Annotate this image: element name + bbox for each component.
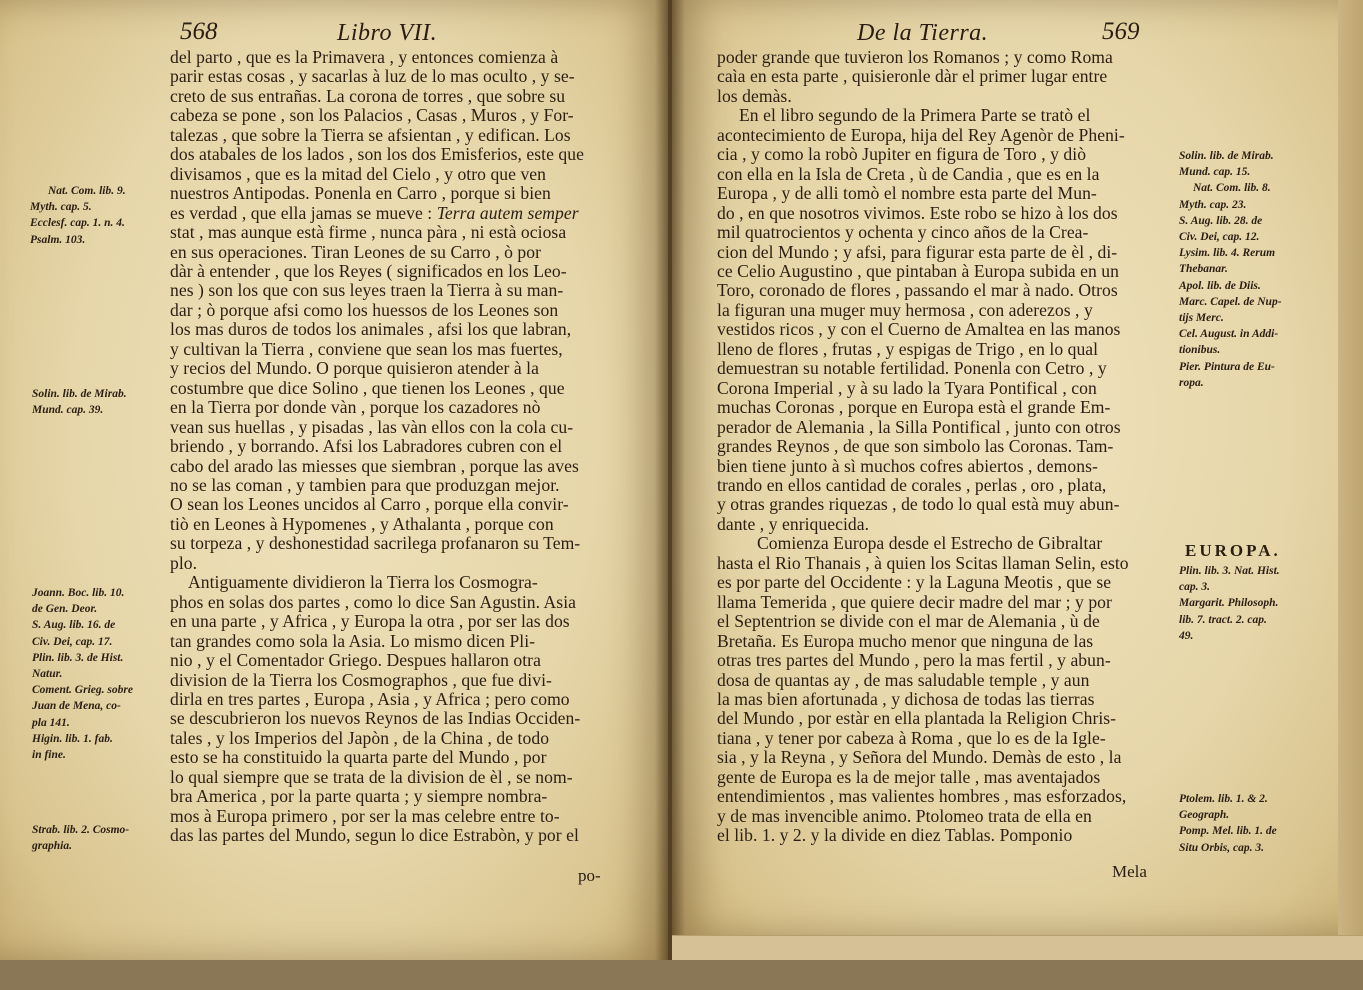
text-line: muchas Coronas , porque en Europa està el grande Em- [717,397,1111,418]
text-line: acontecimiento de Europa, hija del Rey Agenòr de Pheni- [717,124,1125,145]
book-gutter [655,0,685,960]
note-line: Civ. Dei, cap. 12. [1179,231,1260,244]
text-span: stat , mas aunque està firme , nunca pàra , ni està ociosa [170,222,567,243]
text-line: la mas bien afortunada , y dichosa de todas las tierras [717,688,1095,709]
text-line: los demàs. [717,85,792,106]
note-line: Coment. Grieg. sobre [32,684,133,697]
text-line: nes ) son los que con sus leyes traen la Tierra à su man- [170,280,564,301]
text-line: y cultivan la Tierra , conviene que sean los mas fuertes, [170,338,563,359]
note-line: S. Aug. lib. 28. de [1179,214,1263,227]
note-line: Joann. Boc. lib. 10. [32,587,125,599]
note-line: lib. 7. tract. 2. cap. [1179,613,1267,626]
text-line: con ella en la Isla de Creta , ù de Candia , que es en la [717,163,1100,184]
right-margin-note-1 [1179,148,1282,391]
note-line: Psalm. 103. [30,233,86,246]
text-line: y recios del Mundo. O porque quisieron atender à la [170,358,539,379]
text-line: Toro, coronado de flores , passando el mar à nado. Otros [717,280,1118,301]
note-line: ropa. [1179,376,1204,389]
text-line: sia , y la Reyna , y Señora del Mundo. Demàs de esto , la [717,747,1122,768]
text-line: nuestros Antipodas. Ponenla en Carro , porque si bien [170,183,551,204]
note-line: 49. [1179,629,1194,642]
text-line: ce Celio Augustino , que pintaban à Europa subida en un [717,260,1119,281]
text-line: del parto , que es la Primavera , y entonces comienza à [170,47,559,67]
text-line: dàr à entender , que los Reyes ( significados en los Leo- [170,260,567,281]
text-line: cia , y como la robò Jupiter en figura de Toro , y diò [717,144,1087,165]
note-line: Natur. [32,668,63,681]
text-line: costumbre que dice Solino , que tienen los Leones , que [170,377,565,398]
left-paragraph-1 [170,48,620,573]
note-line: Situ Orbis, cap. 3. [1179,841,1264,854]
text-line [170,204,620,223]
note-line: in fine. [32,749,66,762]
text-span: es verdad , que ella jamas se mueve : [170,202,433,223]
text-line: se descubrieron los nuevos Reynos de las Indias Occiden- [170,708,581,729]
text-line: briendo , y borrando. Afsi los Labradores cubren con el [170,436,563,457]
left-catchword: po- [578,866,601,885]
text-line: llama Temerida , que quiere decir madre del mar ; y por [717,591,1112,612]
text-line: bien tiene junto à sì muchos cofres abiertos , demons- [717,455,1098,476]
text-line: creto de sus entrañas. La corona de torres , que sobre su [170,85,566,106]
note-line: Pomp. Mel. lib. 1. de [1179,825,1277,838]
text-line: la figuran una muger muy hermosa , con aderezos , y [717,299,1093,320]
text-line: Corona Imperial , y à su lado la Tyara Pontifical , con [717,377,1097,398]
text-line: Antiguamente dividieron la Tierra los Cosmogra- [188,572,538,593]
text-line: talezas , que sobre la Tierra se afsientan , y edifican. Los [170,124,571,145]
left-margin-note-3 [32,585,133,763]
text-line: esto se ha constituido la quarta parte del Mundo , por [170,747,547,768]
note-line: Ptolem. lib. 1. & 2. [1179,793,1268,805]
left-body-text [170,48,620,846]
left-page-number: 568 [180,18,218,45]
text-line: el Septentrion se divide con el mar de Alemania , ù de [717,611,1100,632]
note-line: graphia. [32,840,72,853]
note-line: Geograph. [1179,809,1230,822]
note-line: Nat. Com. lib. 9. [48,185,126,197]
left-running-head: Libro VII. [337,20,438,46]
text-line: hasta el Rio Thanais , à quien los Scitas llaman Selin, esto [717,552,1129,573]
note-line: Marc. Capel. de Nup- [1179,295,1282,308]
text-line: mos à Europa primero , por ser la mas celebre entre to- [170,805,560,826]
text-line: el lib. 1. y 2. y la divide en diez Tablas. Pomponio [717,825,1073,846]
note-line: Solin. lib. de Mirab. [1179,150,1274,162]
note-line: Mund. cap. 15. [1179,166,1251,179]
note-line: pla 141. [32,716,70,729]
text-line: no se las coman , y tambien para que produzgan mejor. [170,474,560,495]
note-line: de Gen. Deor. [32,603,98,616]
text-line: phos en solas dos partes , como lo dice San Agustin. Asia [170,591,577,612]
left-margin-note-2 [32,386,127,418]
text-line: tan grandes como sola la Asia. Lo mismo dicen Pli- [170,630,536,651]
right-paragraph-2 [717,534,1165,845]
text-line: dos atabales de los lados , son los dos Emisferios, este que [170,144,584,165]
left-margin-note-1 [30,183,126,248]
right-catchword: Mela [1112,862,1147,881]
text-line: mil quatrocientos y ochenta y cinco años de la Crea- [717,222,1089,243]
note-line: Apol. lib. de Diis. [1179,279,1261,292]
text-line: nio , y el Comentador Griego. Despues hallaron otra [170,650,541,671]
note-line: S. Aug. lib. 16. de [32,619,116,632]
note-line: Mund. cap. 39. [32,404,104,417]
text-line: do , en que nosotros vivimos. Este robo se hizo à los dos [717,202,1118,223]
text-line: divisamos , que es la mitad del Cielo , y otro que ven [170,163,547,184]
note-line: tijs Merc. [1179,312,1224,325]
text-line: lleno de flores , frutas , y espigas de Trigo , en lo qual [717,338,1099,359]
text-line: y de mas invencible animo. Ptolomeo trata de ella en [717,805,1092,826]
note-line: Juan de Mena, co- [32,700,121,713]
right-body-text [717,48,1165,846]
note-line: Strab. lib. 2. Cosmo- [32,824,130,836]
text-line: poder grande que tuvieron los Romanos ; y como Roma [717,47,1113,67]
note-line: Civ. Dei, cap. 17. [32,635,113,648]
note-line: Margarit. Philosoph. [1179,597,1279,610]
right-margin-note-2 [1179,563,1280,644]
text-line: su torpeza , y deshonestidad sacrilega profanaron su Tem- [170,533,581,554]
latin-quote: Terra autem semper [436,202,579,223]
text-line: perador de Alemania , la Silla Pontifical , junto con otros [717,416,1121,437]
text-line: cabeza se pone , son los Palacios , Casas , Muros , y For- [170,105,574,126]
text-line: en sus operaciones. Tiran Leones de su Carro , ò por [170,241,542,262]
note-line: Plin. lib. 3. de Hist. [32,651,124,664]
left-paragraph-2 [170,573,620,845]
text-line: trando en ellos cantidad de corales , perlas , oro , plata, [717,474,1107,495]
text-line: grandes Reynos , de que son simbolo las Coronas. Tam- [717,436,1114,457]
text-line: cion del Mundo ; y afsi, para figurar esta parte de èl , di- [717,241,1118,262]
text-line: los mas duros de todos los animales , afsi los que labran, [170,319,572,340]
note-line: Thebanar. [1179,263,1228,276]
note-line: Cel. August. in Addi- [1179,328,1279,341]
note-line: Plin. lib. 3. Nat. Hist. [1179,565,1280,577]
text-line: en una parte , y Africa , y Europa la otra , por ser las dos [170,611,570,632]
note-line: Myth. cap. 23. [1179,198,1247,211]
text-line: tales , y los Imperios del Japòn , de la China , de todo [170,727,550,748]
text-line: dirla en tres partes , Europa , Asia , y Africa ; pero como [170,688,570,709]
text-line: Bretaña. Es Europa mucho menor que ninguna de las [717,630,1094,651]
note-line: Higin. lib. 1. fab. [32,732,113,745]
text-line: entendimientos , mas valientes hombres , mas esforzados, [717,786,1127,807]
page-fore-edge [1338,0,1363,935]
europa-section-heading: EUROPA. [1185,541,1281,560]
text-line: O sean los Leones uncidos al Carro , porque ella convir- [170,494,569,515]
text-line: vestidos ricos , y con el Cuerno de Amaltea en las manos [717,319,1121,340]
text-line: gente de Europa es la de mejor talle , mas aventajados [717,766,1101,787]
left-page [0,0,668,960]
text-line: en la Tierra por donde vàn , porque los cazadores nò [170,397,541,418]
text-line: y otras grandes riquezas , de todo lo qual està muy abun- [717,494,1120,515]
text-line: dosa de quantas ay , de mas saludable temple , y aun [717,669,1090,690]
text-line: tiò en Leones à Hypomenes , y Athalanta , porque con [170,513,554,534]
text-line: parir estas cosas , y sacarlas à luz de lo mas oculto , y se- [170,66,575,87]
right-page-bottom-edge [672,935,1363,960]
text-line: Comienza Europa desde el Estrecho de Gibraltar [757,533,1103,554]
text-line: tiana , y tener por cabeza à Roma , que lo es de la Igle- [717,727,1106,748]
right-page [672,0,1363,935]
book-bottom-edge [0,960,1363,990]
right-running-head: De la Tierra. [857,20,989,46]
right-page-number: 569 [1102,18,1140,45]
note-line: cap. 3. [1179,581,1210,594]
text-line: dante , y enriquecida. [717,513,870,534]
text-line: das las partes del Mundo, segun lo dice Estrabòn, y por el [170,825,579,846]
text-line [170,223,620,242]
note-line: Ecclesf. cap. 1. n. 4. [30,217,125,230]
left-margin-note-4 [32,822,129,854]
right-paragraph-0 [717,48,1165,106]
text-line: En el libro segundo de la Primera Parte se tratò el [739,105,1091,126]
text-line: division de la Tierra los Cosmographos , que fue divi- [170,669,552,690]
note-line: tionibus. [1179,344,1221,357]
note-line: Lysim. lib. 4. Rerum [1179,247,1276,260]
right-paragraph-1 [717,106,1165,534]
text-line: del Mundo , por estàr en ella plantada la Religion Chris- [717,708,1117,729]
note-line: Pier. Pintura de Eu- [1179,360,1275,373]
right-margin-note-3 [1179,791,1277,856]
text-line: demuestran su notable fertilidad. Ponenla con Cetro , y [717,358,1107,379]
note-line: Solin. lib. de Mirab. [32,388,127,400]
note-line: Nat. Com. lib. 8. [1193,182,1271,195]
text-line: otras tres partes del Mundo , pero la mas fertil , y abun- [717,650,1111,671]
text-line: es por parte del Occidente : y la Laguna Meotis , que se [717,572,1112,593]
text-line: dar ; ò porque afsi como los huessos de los Leones son [170,299,559,320]
text-line: lo qual siempre que se trata de la division de èl , se nom- [170,766,573,787]
note-line: Myth. cap. 5. [30,201,92,214]
text-line: cabo del arado las miesses que siembran , porque las aves [170,455,579,476]
text-line: vean sus huellas , y pisadas , las vàn ellos con la cola cu- [170,416,574,437]
text-line: Europa , y de alli tomò el nombre esta parte del Mun- [717,183,1097,204]
text-line: caìa en esta parte , quisieronle dàr el primer lugar entre [717,66,1108,87]
text-line: bra America , por la parte quarta ; y siempre nombra- [170,786,548,807]
text-line: plo. [170,552,198,573]
